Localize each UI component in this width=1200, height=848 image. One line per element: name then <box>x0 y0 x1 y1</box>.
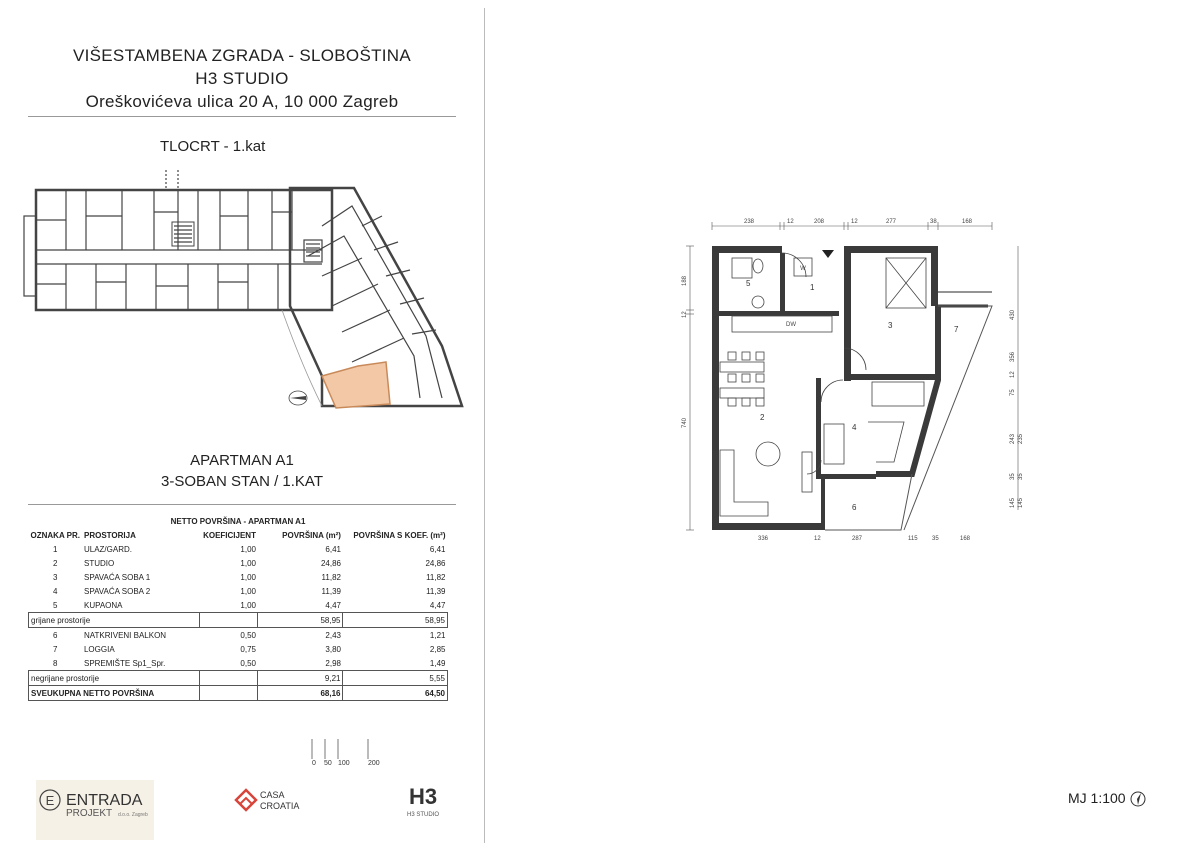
heated-subtotal-row <box>29 613 448 628</box>
casa-line1: CASA <box>260 790 285 800</box>
entrada-logo <box>36 780 154 840</box>
site-plan-title: TLOCRT - 1.kat <box>160 138 266 155</box>
entrance-marker <box>822 250 834 258</box>
room-area-coef: 11,82 <box>426 572 446 582</box>
dim-top-1: 238 <box>744 219 755 225</box>
room-number-5: 5 <box>746 279 751 288</box>
room-area-coef: 6,41 <box>429 544 446 554</box>
room-id: 1 <box>53 544 58 554</box>
dim-right-6: 235 <box>1018 433 1024 444</box>
apartment-floor-plan <box>676 212 1032 542</box>
col-header-id: OZNAKA PR. <box>30 530 80 540</box>
table-row <box>29 556 448 570</box>
dim-right-10: 145 <box>1018 497 1024 508</box>
room-id: 4 <box>53 586 58 596</box>
subtotal-area-coef: 5,55 <box>343 671 448 686</box>
unheated-subtotal-row <box>29 671 448 686</box>
room-area-coef: 11,39 <box>426 586 446 596</box>
room-number-6: 6 <box>852 503 857 512</box>
scale-label-200: 200 <box>368 760 380 767</box>
casa-croatia-logo <box>232 780 322 820</box>
room-name: LOGGIA <box>83 644 115 654</box>
room-name: NATKRIVENI BALKON <box>83 630 167 640</box>
dim-right-8: 35 <box>1018 473 1024 480</box>
total-area: 68,16 <box>258 686 343 701</box>
room-area-coef: 1,49 <box>429 658 446 668</box>
room-id: 5 <box>53 600 58 610</box>
scale-label-50: 50 <box>324 760 332 767</box>
apartment-name: APARTMAN A1 <box>190 452 294 469</box>
room-id: 3 <box>53 572 58 582</box>
project-title: VIŠESTAMBENA ZGRADA - SLOBOŠTINA <box>72 46 412 65</box>
room-number-7: 7 <box>954 325 959 334</box>
project-header <box>28 44 456 113</box>
subtotal-area: 9,21 <box>258 671 343 686</box>
room-name: SPAVAĆA SOBA 2 <box>83 586 151 596</box>
total-label: SVEUKUPNA NETTO POVRŠINA <box>29 686 200 701</box>
scale-label-100: 100 <box>338 760 350 767</box>
dim-right-1: 430 <box>1010 309 1016 320</box>
dim-bottom-5: 35 <box>932 536 939 542</box>
table-row <box>29 656 448 671</box>
subtotal-area: 58,95 <box>258 613 343 628</box>
room-coef: 1,00 <box>240 558 256 568</box>
unheated-rows <box>29 628 448 671</box>
header-divider <box>28 116 456 117</box>
room-number-4: 4 <box>852 423 857 432</box>
table-header-row <box>29 528 448 542</box>
subtotal-label: negrijane prostorije <box>29 671 200 686</box>
dishwasher-label: DW <box>786 322 796 328</box>
room-coef: 1,00 <box>240 600 256 610</box>
dim-bottom-1: 336 <box>758 536 769 542</box>
room-area: 2,43 <box>325 630 341 640</box>
room-area-coef: 2,85 <box>429 644 446 654</box>
room-id: 8 <box>53 658 58 668</box>
dim-top-3: 208 <box>814 219 825 225</box>
apartment-type: 3-SOBAN STAN / 1.KAT <box>161 473 323 490</box>
dim-left-1: 188 <box>682 275 688 286</box>
dim-bottom-3: 287 <box>852 536 863 542</box>
page-divider <box>484 8 485 843</box>
dim-bottom-4: 115 <box>908 536 918 542</box>
room-coef: 1,00 <box>240 544 256 554</box>
room-name: SPREMIŠTE Sp1_Spr. <box>83 658 166 668</box>
room-area: 11,82 <box>321 572 341 582</box>
area-table <box>28 514 448 701</box>
room-coef: 1,00 <box>240 572 256 582</box>
room-id: 6 <box>53 630 58 640</box>
room-area: 24,86 <box>320 558 341 568</box>
col-header-area: POVRŠINA (m²) <box>282 530 341 540</box>
scale-label-0: 0 <box>312 760 316 767</box>
table-caption: NETTO POVRŠINA - APARTMAN A1 <box>170 516 306 526</box>
room-name: STUDIO <box>83 558 115 568</box>
north-arrow-icon <box>1129 790 1147 808</box>
project-address: Oreškovićeva ulica 20 A, 10 000 Zagreb <box>85 92 399 111</box>
scale-text: MJ 1:100 <box>1068 790 1126 806</box>
col-header-area-coef: POVRŠINA S KOEF. (m²) <box>353 530 446 540</box>
svg-text:E: E <box>45 793 55 808</box>
casa-line2: CROATIA <box>260 801 300 811</box>
col-header-room: PROSTORIJA <box>83 530 136 540</box>
h3-mark: H3 <box>408 784 438 809</box>
table-row <box>29 598 448 613</box>
washer-label: W <box>800 266 806 272</box>
dim-right-4: 75 <box>1010 389 1016 396</box>
room-name: KUPAONA <box>83 600 123 610</box>
room-id: 7 <box>53 644 58 654</box>
room-area: 3,80 <box>325 644 341 654</box>
apartment-heading <box>28 450 456 492</box>
room-area: 6,41 <box>325 544 341 554</box>
subtotal-area-coef: 58,95 <box>343 613 448 628</box>
room-id: 2 <box>53 558 58 568</box>
drawing-scale <box>1068 790 1147 808</box>
entrada-company: d.o.o. Zagreb <box>118 812 148 818</box>
col-header-coef: KOEFICIJENT <box>203 530 256 540</box>
highlighted-apartment <box>322 362 390 408</box>
dim-left-3: 740 <box>682 417 688 428</box>
subtotal-label: grijane prostorije <box>29 613 200 628</box>
dim-right-7: 35 <box>1010 473 1016 480</box>
dim-top-5: 277 <box>886 219 897 225</box>
h3-caption: H3 STUDIO <box>406 812 440 818</box>
site-north-icon <box>289 391 307 405</box>
room-area-coef: 4,47 <box>429 600 446 610</box>
dim-right-5: 243 <box>1010 433 1016 444</box>
table-row <box>29 628 448 643</box>
studio-name: H3 STUDIO <box>195 69 289 88</box>
room-number-3: 3 <box>888 321 893 330</box>
dim-bottom-6: 168 <box>960 536 971 542</box>
room-name: SPAVAĆA SOBA 1 <box>83 572 151 582</box>
dim-bottom-2: 12 <box>814 536 821 542</box>
dim-top-4: 12 <box>851 219 858 225</box>
room-area-coef: 1,21 <box>429 630 446 640</box>
table-row <box>29 584 448 598</box>
h3-studio-logo <box>398 780 448 820</box>
table-divider <box>28 504 456 505</box>
dim-top-7: 168 <box>962 219 973 225</box>
dim-top-6: 38 <box>930 219 937 225</box>
dim-right-3: 12 <box>1010 371 1016 378</box>
table-row <box>29 642 448 656</box>
total-area-coef: 64,50 <box>343 686 448 701</box>
table-row <box>29 542 448 556</box>
table-caption-row <box>29 514 448 528</box>
total-row <box>29 686 448 701</box>
entrada-subname: PROJEKT <box>66 808 113 819</box>
dim-left-2: 12 <box>682 311 688 318</box>
heated-rows <box>29 542 448 613</box>
entrada-name: ENTRADA <box>66 792 143 809</box>
room-coef: 1,00 <box>240 586 256 596</box>
room-name: ULAZ/GARD. <box>83 544 132 554</box>
room-area: 4,47 <box>325 600 341 610</box>
dim-right-9: 145 <box>1010 497 1016 508</box>
dim-right-2: 356 <box>1010 351 1016 362</box>
site-floor-plan <box>22 166 464 416</box>
room-number-1: 1 <box>810 283 815 292</box>
dim-top-2: 12 <box>787 219 794 225</box>
room-area: 11,39 <box>321 586 341 596</box>
table-row <box>29 570 448 584</box>
room-coef: 0,75 <box>240 644 256 654</box>
room-number-2: 2 <box>760 413 765 422</box>
room-area: 2,98 <box>325 658 341 668</box>
room-coef: 0,50 <box>240 658 256 668</box>
room-coef: 0,50 <box>240 630 256 640</box>
room-area-coef: 24,86 <box>425 558 446 568</box>
